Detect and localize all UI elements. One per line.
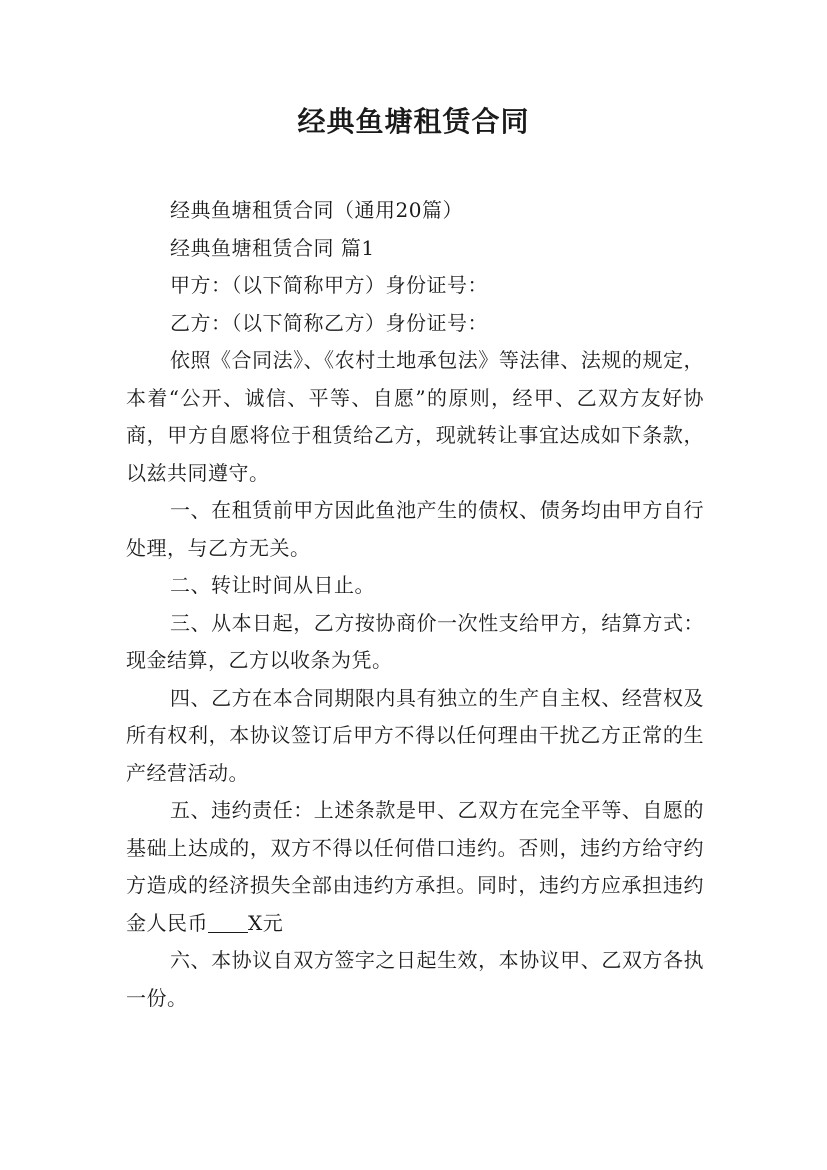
penalty-amount: X元 <box>248 910 284 935</box>
document-body <box>126 192 704 1017</box>
paragraph-clause-3: 三、从本日起，乙方按协商价一次性支给甲方，结算方式：现金结算，乙方以收条为凭。 <box>126 610 704 672</box>
paragraph-clause-5 <box>126 792 704 942</box>
paragraph-contract-heading: 经典鱼塘租赁合同（通用20篇） <box>170 198 463 222</box>
paragraph-preamble: 依照《合同法》、《农村土地承包法》等法律、法规的规定，本着“公开、诚信、平等、自愿”的原则，经甲、乙双方友好协商，甲方自愿将位于租赁给乙方，现就转让事宜达成如下条款，以兹共同遵守。 <box>126 348 704 485</box>
paragraph-party-b: 乙方：（以下简称乙方）身份证号： <box>170 310 488 335</box>
paragraph-clause-4: 四、乙方在本合同期限内具有独立的生产自主权、经营权及所有权利，本协议签订后甲方不得以任何理由干扰乙方正常的生产经营活动。 <box>126 685 704 785</box>
penalty-blank-line <box>208 912 248 933</box>
document-title: 经典鱼塘租赁合同 <box>297 105 530 138</box>
paragraph-party-a: 甲方：（以下简称甲方）身份证号： <box>170 273 488 297</box>
paragraph-clause-6: 六、本协议自双方签字之日起生效，本协议甲、乙双方各执一份。 <box>126 948 704 1010</box>
paragraph-part-1-heading: 经典鱼塘租赁合同 篇1 <box>170 235 375 260</box>
clause-5-text: 五、违约责任：上述条款是甲、乙双方在完全平等、自愿的基础上达成的，双方不得以任何借口违约。否则，违约方给守约方造成的经济损失全部由违约方承担。同时，违约方应承担违约金人民币 <box>126 798 704 935</box>
paragraph-clause-1: 一、在租赁前甲方因此鱼池产生的债权、债务均由甲方自行处理，与乙方无关。 <box>126 498 704 560</box>
paragraph-clause-2: 二、转让时间从日止。 <box>170 573 375 597</box>
